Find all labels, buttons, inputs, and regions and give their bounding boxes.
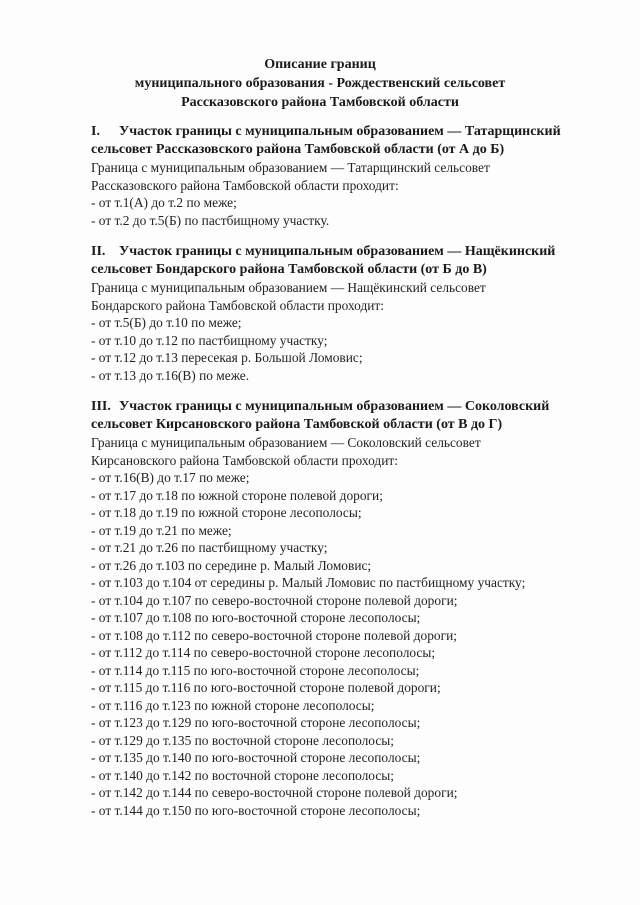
section-3-intro-line-2: Кирсановского района Тамбовской области проходит: <box>91 452 398 468</box>
list-item: - от т.144 до т.150 по юго-восточной стороне лесополосы; <box>91 802 421 818</box>
list-item: - от т.5(Б) до т.10 по меже; <box>91 315 242 330</box>
title-line-2: муниципального образования - Рождественский сельсовет <box>134 76 506 91</box>
list-item: - от т.142 до т.144 по северо-восточной стороне полевой дороги; <box>91 785 458 800</box>
section-2 <box>91 243 601 384</box>
list-item: - от т.18 до т.19 по южной стороне лесополосы; <box>91 505 362 520</box>
section-1-heading-line-1: Участок границы с муниципальным образованием — Татарщинский <box>119 124 561 139</box>
list-item: - от т.108 до т.112 по северо-восточной стороне полевой дороги; <box>91 627 457 643</box>
list-item: - от т.123 до т.129 по юго-восточной стороне лесополосы; <box>91 715 421 730</box>
title-line-1: Описание границ <box>264 57 376 72</box>
list-item: - от т.140 до т.142 по восточной стороне лесополосы; <box>91 767 394 783</box>
section-1-heading <box>91 123 601 141</box>
document-title <box>0 55 640 112</box>
list-item: - от т.129 до т.135 по восточной стороне лесополосы; <box>91 732 394 748</box>
list-item: - от т.104 до т.107 по северо-восточной стороне полевой дороги; <box>91 592 458 608</box>
list-item: - от т.16(В) до т.17 по меже; <box>91 470 250 485</box>
section-3-intro-line-1: Граница с муниципальным образованием — Соколовский сельсовет <box>91 435 481 450</box>
list-item: - от т.116 до т.123 по южной стороне лесополосы; <box>91 697 375 713</box>
list-item: - от т.13 до т.16(В) по меже. <box>91 367 250 383</box>
list-item: - от т.103 до т.104 от середины р. Малый Ломовис по пастбищному участку; <box>91 575 526 590</box>
list-item: - от т.135 до т.140 по юго-восточной стороне лесополосы; <box>91 750 421 765</box>
section-3 <box>91 398 601 819</box>
section-2-heading-line-2: сельсовет Бондарского района Тамбовской области (от Б до В) <box>91 262 487 277</box>
list-item: - от т.19 до т.21 по меже; <box>91 522 232 538</box>
list-item: - от т.17 до т.18 по южной стороне полевой дороги; <box>91 487 383 503</box>
section-2-heading-line-1: Участок границы с муниципальным образованием — Нащёкинский <box>119 244 556 259</box>
section-1 <box>91 123 601 229</box>
section-2-heading <box>91 243 601 261</box>
list-item: - от т.112 до т.114 по северо-восточной стороне лесополосы; <box>91 645 436 660</box>
section-2-intro-line-2: Бондарского района Тамбовской области проходит: <box>91 297 384 313</box>
list-item: - от т.107 до т.108 по юго-восточной стороне лесополосы; <box>91 610 421 625</box>
list-item: - от т.115 до т.116 по юго-восточной стороне полевой дороги; <box>91 680 441 695</box>
section-3-number: III. <box>91 399 111 414</box>
list-item: - от т.114 до т.115 по юго-восточной стороне лесополосы; <box>91 662 420 678</box>
list-item: - от т.26 до т.103 по середине р. Малый Ломовис; <box>91 557 372 573</box>
section-1-heading-line-2: сельсовет Рассказовского района Тамбовской области (от А до Б) <box>91 142 505 157</box>
section-1-number: I. <box>91 124 100 139</box>
section-3-heading-line-1: Участок границы с муниципальным образованием — Соколовский <box>119 399 550 414</box>
list-item: - от т.12 до т.13 пересекая р. Большой Ломовис; <box>91 350 363 365</box>
title-line-3: Рассказовского района Тамбовской области <box>181 95 459 110</box>
section-2-number: II. <box>91 244 106 259</box>
list-item: - от т.21 до т.26 по пастбищному участку; <box>91 540 328 555</box>
section-1-intro-line-2: Рассказовского района Тамбовской области проходит: <box>91 177 399 193</box>
section-3-heading <box>91 398 601 416</box>
section-3-heading-line-2: сельсовет Кирсановского района Тамбовской области (от В до Г) <box>91 417 503 432</box>
list-item: - от т.10 до т.12 по пастбищному участку; <box>91 332 328 348</box>
section-1-intro-line-1: Граница с муниципальным образованием — Татарщинский сельсовет <box>91 160 490 175</box>
section-2-intro-line-1: Граница с муниципальным образованием — Нащёкинский сельсовет <box>91 280 486 295</box>
list-item: - от т.1(А) до т.2 по меже; <box>91 195 237 210</box>
list-item: - от т.2 до т.5(Б) по пастбищному участку. <box>91 212 330 228</box>
